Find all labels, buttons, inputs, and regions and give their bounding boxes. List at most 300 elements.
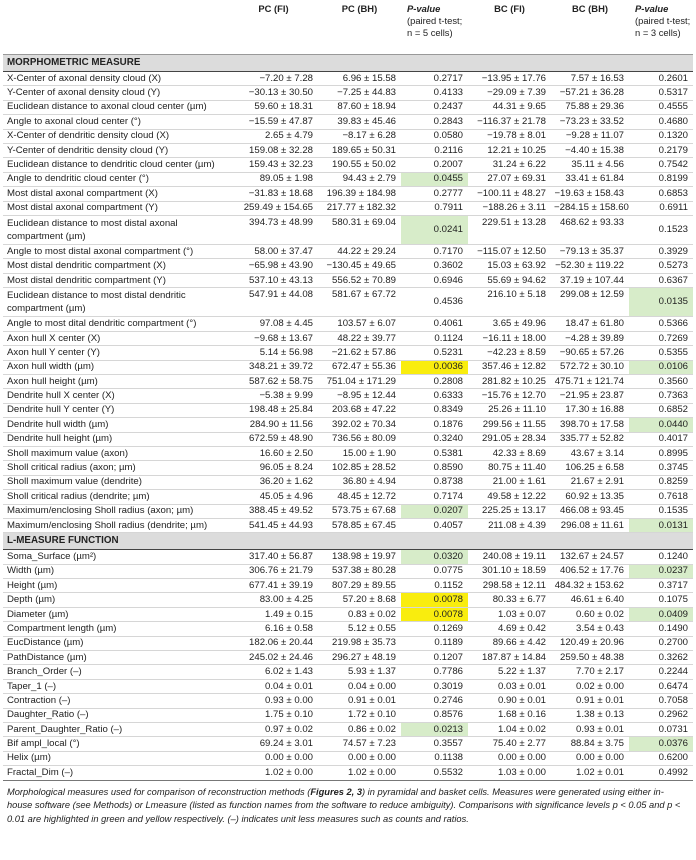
value-cell: 48.45 ± 12.72	[318, 490, 401, 504]
value-cell: −90.65 ± 57.26	[551, 346, 629, 360]
value-cell: −21.95 ± 23.87	[551, 389, 629, 403]
pvalue-cell: 0.5355	[629, 346, 693, 360]
pvalue-cell: 0.0775	[401, 564, 468, 578]
measure-name: Helix (µm)	[3, 751, 229, 765]
pvalue-cell: 0.0106	[629, 360, 693, 374]
value-cell: 25.26 ± 11.10	[468, 403, 551, 417]
pvalue-cell: 0.4057	[401, 518, 468, 532]
group-column-header: PC (BH)	[341, 3, 378, 14]
pvalue-cell: 0.1152	[401, 579, 468, 593]
pvalue-cell: 0.0131	[629, 518, 693, 532]
measure-name: X-Center of axonal density cloud (X)	[3, 72, 229, 86]
value-cell: 0.91 ± 0.01	[551, 694, 629, 708]
pvalue-header-test: (paired t-test;	[407, 15, 463, 26]
table-row	[3, 158, 693, 172]
table-row	[3, 475, 693, 489]
table-row	[3, 737, 693, 751]
measure-name: Axon hull X center (X)	[3, 331, 229, 345]
value-cell: 198.48 ± 25.84	[229, 403, 318, 417]
value-cell: 120.49 ± 20.96	[551, 636, 629, 650]
table-row	[3, 607, 693, 621]
measure-name: Y-Center of dendritic density cloud (Y)	[3, 143, 229, 157]
table-row	[3, 579, 693, 593]
pvalue-cell: 0.3745	[629, 461, 693, 475]
value-cell: 89.66 ± 4.42	[468, 636, 551, 650]
table-row	[3, 288, 693, 317]
measure-name: Euclidean distance to dendritic cloud center (µm)	[3, 158, 229, 172]
pvalue-cell: 0.0320	[401, 550, 468, 564]
value-cell: 94.43 ± 2.79	[318, 172, 401, 186]
value-cell: −188.26 ± 3.11	[468, 201, 551, 215]
value-cell: 75.40 ± 2.77	[468, 737, 551, 751]
pvalue-cell: 0.4680	[629, 115, 693, 129]
value-cell: −130.45 ± 49.65	[318, 259, 401, 273]
measure-name: Taper_1 (–)	[3, 679, 229, 693]
pvalue-cell: 0.5231	[401, 346, 468, 360]
value-cell: 0.60 ± 0.02	[551, 607, 629, 621]
table-row	[3, 360, 693, 374]
value-cell: 1.03 ± 0.00	[468, 766, 551, 780]
value-cell: 406.52 ± 17.76	[551, 564, 629, 578]
pvalue-cell: 0.0241	[401, 215, 468, 244]
table-row	[3, 172, 693, 186]
measure-name: Most distal axonal compartment (Y)	[3, 201, 229, 215]
pvalue-header-test: (paired t-test;	[635, 15, 691, 26]
value-cell: 1.04 ± 0.02	[468, 723, 551, 737]
value-cell: −19.78 ± 8.01	[468, 129, 551, 143]
pvalue-cell: 0.0455	[401, 172, 468, 186]
value-cell: 229.51 ± 13.28	[468, 215, 551, 244]
value-cell: 398.70 ± 17.58	[551, 418, 629, 432]
value-cell: 1.68 ± 0.16	[468, 708, 551, 722]
caption-text-start: Morphological measures used for comparison of reconstruction methods (	[7, 786, 311, 797]
value-cell: 298.58 ± 12.11	[468, 579, 551, 593]
value-cell: 159.08 ± 32.28	[229, 143, 318, 157]
measure-column-header	[3, 0, 229, 55]
table-header	[3, 0, 693, 55]
value-cell: −13.95 ± 17.76	[468, 72, 551, 86]
value-cell: 0.00 ± 0.00	[229, 751, 318, 765]
value-cell: −16.11 ± 18.00	[468, 331, 551, 345]
table-row	[3, 317, 693, 331]
table-row	[3, 187, 693, 201]
pvalue-cell: 0.1075	[629, 593, 693, 607]
value-cell: 317.40 ± 56.87	[229, 550, 318, 564]
value-cell: 736.56 ± 80.09	[318, 432, 401, 446]
value-cell: −8.95 ± 12.44	[318, 389, 401, 403]
measure-name: Fractal_Dim (–)	[3, 766, 229, 780]
value-cell: 291.05 ± 28.34	[468, 432, 551, 446]
table-row	[3, 418, 693, 432]
pvalue-cell: 0.0036	[401, 360, 468, 374]
measure-name: Most distal axonal compartment (X)	[3, 187, 229, 201]
value-cell: 0.91 ± 0.01	[318, 694, 401, 708]
value-cell: −284.15 ± 158.60	[551, 201, 629, 215]
pvalue-cell: 0.0731	[629, 723, 693, 737]
value-cell: 33.41 ± 61.84	[551, 172, 629, 186]
value-cell: 0.00 ± 0.00	[468, 751, 551, 765]
value-cell: 394.73 ± 48.99	[229, 215, 318, 244]
value-cell: 96.05 ± 8.24	[229, 461, 318, 475]
pvalue-cell: 0.6333	[401, 389, 468, 403]
value-cell: 4.69 ± 0.42	[468, 622, 551, 636]
table-row	[3, 679, 693, 693]
table-row	[3, 490, 693, 504]
table-body	[3, 55, 693, 781]
pvalue-cell: 0.2179	[629, 143, 693, 157]
value-cell: −4.40 ± 15.38	[551, 143, 629, 157]
table-row	[3, 143, 693, 157]
pvalue-cell: 0.7269	[629, 331, 693, 345]
value-cell: 60.92 ± 13.35	[551, 490, 629, 504]
pvalue-cell: 0.0237	[629, 564, 693, 578]
pvalue-cell: 0.0376	[629, 737, 693, 751]
pvalue-cell: 0.3560	[629, 375, 693, 389]
table-row	[3, 129, 693, 143]
value-cell: 5.14 ± 56.98	[229, 346, 318, 360]
value-cell: 203.68 ± 47.22	[318, 403, 401, 417]
value-cell: −30.13 ± 30.50	[229, 86, 318, 100]
value-cell: 751.04 ± 171.29	[318, 375, 401, 389]
value-cell: 1.75 ± 0.10	[229, 708, 318, 722]
value-cell: 83.00 ± 4.25	[229, 593, 318, 607]
measure-name: Daughter_Ratio (–)	[3, 708, 229, 722]
pvalue-cell: 0.0078	[401, 593, 468, 607]
value-cell: 57.20 ± 8.68	[318, 593, 401, 607]
value-cell: 16.60 ± 2.50	[229, 446, 318, 460]
table-row	[3, 389, 693, 403]
section-title: L-MEASURE FUNCTION	[3, 533, 693, 550]
measure-name: Width (µm)	[3, 564, 229, 578]
pvalue-cell: 0.3557	[401, 737, 468, 751]
pvalue-cell: 0.0409	[629, 607, 693, 621]
pvalue-cell: 0.6200	[629, 751, 693, 765]
value-cell: 159.43 ± 32.23	[229, 158, 318, 172]
table-row	[3, 564, 693, 578]
table-row	[3, 518, 693, 532]
value-cell: 15.00 ± 1.90	[318, 446, 401, 460]
table-row	[3, 550, 693, 564]
value-cell: 5.22 ± 1.37	[468, 665, 551, 679]
value-cell: 0.00 ± 0.00	[318, 751, 401, 765]
pvalue-cell: 0.5317	[629, 86, 693, 100]
value-cell: 357.46 ± 12.82	[468, 360, 551, 374]
value-cell: 388.45 ± 49.52	[229, 504, 318, 518]
section-header-row	[3, 55, 693, 72]
value-cell: 299.56 ± 11.55	[468, 418, 551, 432]
table-row	[3, 346, 693, 360]
pvalue-cell: 0.6946	[401, 273, 468, 287]
pvalue-cell: 0.5366	[629, 317, 693, 331]
value-cell: 547.91 ± 44.08	[229, 288, 318, 317]
measure-name: Axon hull height (µm)	[3, 375, 229, 389]
value-cell: 537.10 ± 43.13	[229, 273, 318, 287]
measure-name: Parent_Daughter_Ratio (–)	[3, 723, 229, 737]
pvalue-cell: 0.0213	[401, 723, 468, 737]
pvalue-cell: 0.1124	[401, 331, 468, 345]
table-row	[3, 375, 693, 389]
table-row	[3, 331, 693, 345]
table-row	[3, 432, 693, 446]
table-row	[3, 403, 693, 417]
pvalue-cell: 0.4992	[629, 766, 693, 780]
pvalue-cell: 0.2808	[401, 375, 468, 389]
value-cell: 3.54 ± 0.43	[551, 622, 629, 636]
value-cell: −31.83 ± 18.68	[229, 187, 318, 201]
pvalue-cell: 0.1207	[401, 651, 468, 665]
value-cell: 672.59 ± 48.90	[229, 432, 318, 446]
table-row	[3, 100, 693, 114]
value-cell: 5.93 ± 1.37	[318, 665, 401, 679]
value-cell: 0.93 ± 0.00	[229, 694, 318, 708]
value-cell: 348.21 ± 39.72	[229, 360, 318, 374]
measure-name: EucDistance (µm)	[3, 636, 229, 650]
value-cell: 475.71 ± 121.74	[551, 375, 629, 389]
table-row	[3, 86, 693, 100]
value-cell: 36.20 ± 1.62	[229, 475, 318, 489]
value-cell: 103.57 ± 6.07	[318, 317, 401, 331]
pvalue-cell: 0.4017	[629, 432, 693, 446]
pvalue-cell: 0.7363	[629, 389, 693, 403]
measure-name: Euclidean distance to axonal cloud center (µm)	[3, 100, 229, 114]
value-cell: 216.10 ± 5.18	[468, 288, 551, 317]
group-column-header: PC (FI)	[258, 3, 289, 14]
value-cell: 35.11 ± 4.56	[551, 158, 629, 172]
value-cell: 1.72 ± 0.10	[318, 708, 401, 722]
value-cell: 392.02 ± 70.34	[318, 418, 401, 432]
pvalue-cell: 0.8995	[629, 446, 693, 460]
value-cell: 97.08 ± 4.45	[229, 317, 318, 331]
value-cell: 15.03 ± 63.92	[468, 259, 551, 273]
measure-name: Most distal dendritic compartment (Y)	[3, 273, 229, 287]
pvalue-cell: 0.2244	[629, 665, 693, 679]
value-cell: −8.17 ± 6.28	[318, 129, 401, 143]
measure-name: Euclidean distance to most distal axonal compartment (µm)	[3, 215, 229, 244]
value-cell: 102.85 ± 28.52	[318, 461, 401, 475]
pvalue-cell: 0.1523	[629, 215, 693, 244]
value-cell: −100.11 ± 48.27	[468, 187, 551, 201]
pvalue-header-title: P-value	[407, 3, 441, 14]
value-cell: −52.30 ± 119.22	[551, 259, 629, 273]
pvalue-cell: 0.8576	[401, 708, 468, 722]
table-row	[3, 665, 693, 679]
value-cell: 0.93 ± 0.01	[551, 723, 629, 737]
value-cell: 189.65 ± 50.31	[318, 143, 401, 157]
value-cell: 2.65 ± 4.79	[229, 129, 318, 143]
table-row	[3, 694, 693, 708]
value-cell: −29.09 ± 7.39	[468, 86, 551, 100]
pvalue-cell: 0.4555	[629, 100, 693, 114]
value-cell: 89.05 ± 1.98	[229, 172, 318, 186]
value-cell: 672.47 ± 55.36	[318, 360, 401, 374]
value-cell: 0.97 ± 0.02	[229, 723, 318, 737]
value-cell: −19.63 ± 158.43	[551, 187, 629, 201]
value-cell: 3.65 ± 49.96	[468, 317, 551, 331]
value-cell: 106.25 ± 6.58	[551, 461, 629, 475]
group-column-header: BC (FI)	[494, 3, 525, 14]
value-cell: 211.08 ± 4.39	[468, 518, 551, 532]
measure-name: X-Center of dendritic density cloud (X)	[3, 129, 229, 143]
value-cell: 677.41 ± 39.19	[229, 579, 318, 593]
value-cell: 245.02 ± 24.46	[229, 651, 318, 665]
pvalue-cell: 0.4133	[401, 86, 468, 100]
value-cell: 306.76 ± 21.79	[229, 564, 318, 578]
value-cell: −21.62 ± 57.86	[318, 346, 401, 360]
pvalue-column-header	[629, 0, 693, 55]
measure-name: Dendrite hull Y center (Y)	[3, 403, 229, 417]
value-cell: 59.60 ± 18.31	[229, 100, 318, 114]
measure-name: Diameter (µm)	[3, 607, 229, 621]
pvalue-cell: 0.3929	[629, 245, 693, 259]
value-cell: 190.55 ± 50.02	[318, 158, 401, 172]
value-cell: 88.84 ± 3.75	[551, 737, 629, 751]
value-cell: 466.08 ± 93.45	[551, 504, 629, 518]
value-cell: 240.08 ± 19.11	[468, 550, 551, 564]
value-cell: 1.02 ± 0.01	[551, 766, 629, 780]
pvalue-cell: 0.3240	[401, 432, 468, 446]
value-cell: 21.67 ± 2.91	[551, 475, 629, 489]
value-cell: 1.02 ± 0.00	[229, 766, 318, 780]
pvalue-cell: 0.2962	[629, 708, 693, 722]
header-row	[3, 0, 693, 55]
table-row	[3, 723, 693, 737]
value-cell: 299.08 ± 12.59	[551, 288, 629, 317]
value-cell: 1.02 ± 0.00	[318, 766, 401, 780]
pvalue-cell: 0.4061	[401, 317, 468, 331]
measure-name: Sholl maximum value (axon)	[3, 446, 229, 460]
measure-name: PathDistance (µm)	[3, 651, 229, 665]
measure-name: Most distal dendritic compartment (X)	[3, 259, 229, 273]
pvalue-cell: 0.8199	[629, 172, 693, 186]
value-cell: 0.02 ± 0.00	[551, 679, 629, 693]
measure-name: Euclidean distance to most distal dendritic compartment (µm)	[3, 288, 229, 317]
pvalue-cell: 0.0580	[401, 129, 468, 143]
value-cell: 281.82 ± 10.25	[468, 375, 551, 389]
value-cell: 6.02 ± 1.43	[229, 665, 318, 679]
table-row	[3, 245, 693, 259]
value-cell: 44.31 ± 9.65	[468, 100, 551, 114]
value-cell: 541.45 ± 44.93	[229, 518, 318, 532]
value-cell: −9.68 ± 13.67	[229, 331, 318, 345]
pvalue-cell: 0.1876	[401, 418, 468, 432]
table-row	[3, 636, 693, 650]
table-row	[3, 708, 693, 722]
value-cell: −73.23 ± 33.52	[551, 115, 629, 129]
morphometric-table	[3, 0, 693, 781]
value-cell: −15.59 ± 47.87	[229, 115, 318, 129]
pvalue-cell: 0.1189	[401, 636, 468, 650]
pvalue-cell: 0.6367	[629, 273, 693, 287]
value-cell: 581.67 ± 67.72	[318, 288, 401, 317]
measure-name: Dendrite hull height (µm)	[3, 432, 229, 446]
value-cell: 573.75 ± 67.68	[318, 504, 401, 518]
group-column-header: BC (BH)	[572, 3, 608, 14]
measure-name: Y-Center of axonal density cloud (Y)	[3, 86, 229, 100]
value-cell: 42.33 ± 8.69	[468, 446, 551, 460]
pvalue-cell: 0.2437	[401, 100, 468, 114]
value-cell: −9.28 ± 11.07	[551, 129, 629, 143]
value-cell: −116.37 ± 21.78	[468, 115, 551, 129]
pvalue-cell: 0.5273	[629, 259, 693, 273]
value-cell: 69.24 ± 3.01	[229, 737, 318, 751]
value-cell: 31.24 ± 6.22	[468, 158, 551, 172]
section-header-row	[3, 533, 693, 550]
pvalue-cell: 0.7170	[401, 245, 468, 259]
table-row	[3, 461, 693, 475]
value-cell: 1.03 ± 0.07	[468, 607, 551, 621]
value-cell: 296.27 ± 48.19	[318, 651, 401, 665]
value-cell: 6.16 ± 0.58	[229, 622, 318, 636]
value-cell: −7.25 ± 44.83	[318, 86, 401, 100]
pvalue-cell: 0.7911	[401, 201, 468, 215]
measure-name: Dendrite hull X center (X)	[3, 389, 229, 403]
value-cell: −5.38 ± 9.99	[229, 389, 318, 403]
measure-name: Angle to most distal axonal compartment (°)	[3, 245, 229, 259]
value-cell: 296.08 ± 11.61	[551, 518, 629, 532]
value-cell: 0.90 ± 0.01	[468, 694, 551, 708]
measure-name: Depth (µm)	[3, 593, 229, 607]
pvalue-header-n: n = 3 cells)	[635, 27, 681, 38]
pvalue-cell: 0.2843	[401, 115, 468, 129]
value-cell: 484.32 ± 153.62	[551, 579, 629, 593]
measure-name: Bif ampl_local (°)	[3, 737, 229, 751]
table-row	[3, 115, 693, 129]
pvalue-cell: 0.2007	[401, 158, 468, 172]
value-cell: 87.60 ± 18.94	[318, 100, 401, 114]
value-cell: 45.05 ± 4.96	[229, 490, 318, 504]
value-cell: 587.62 ± 58.75	[229, 375, 318, 389]
table-row	[3, 215, 693, 244]
pvalue-cell: 0.6474	[629, 679, 693, 693]
pvalue-cell: 0.8590	[401, 461, 468, 475]
pvalue-cell: 0.3019	[401, 679, 468, 693]
table-row	[3, 766, 693, 780]
pvalue-cell: 0.7058	[629, 694, 693, 708]
value-cell: 27.07 ± 69.31	[468, 172, 551, 186]
value-cell: 259.50 ± 48.38	[551, 651, 629, 665]
measure-name: Sholl critical radius (dendrite; µm)	[3, 490, 229, 504]
pvalue-cell: 0.2700	[629, 636, 693, 650]
pvalue-cell: 0.2777	[401, 187, 468, 201]
value-cell: 182.06 ± 20.44	[229, 636, 318, 650]
pvalue-cell: 0.5381	[401, 446, 468, 460]
pvalue-cell: 0.3717	[629, 579, 693, 593]
measure-name: Axon hull width (µm)	[3, 360, 229, 374]
value-cell: −115.07 ± 12.50	[468, 245, 551, 259]
value-cell: 74.57 ± 7.23	[318, 737, 401, 751]
pvalue-cell: 0.0207	[401, 504, 468, 518]
value-cell: 46.61 ± 6.40	[551, 593, 629, 607]
value-cell: 301.10 ± 18.59	[468, 564, 551, 578]
value-cell: 580.31 ± 69.04	[318, 215, 401, 244]
measure-name: Branch_Order (–)	[3, 665, 229, 679]
value-cell: 578.85 ± 67.45	[318, 518, 401, 532]
value-cell: 0.83 ± 0.02	[318, 607, 401, 621]
value-cell: 219.98 ± 35.73	[318, 636, 401, 650]
value-cell: 0.86 ± 0.02	[318, 723, 401, 737]
value-cell: 17.30 ± 16.88	[551, 403, 629, 417]
value-cell: 12.21 ± 10.25	[468, 143, 551, 157]
measure-name: Sholl maximum value (dendrite)	[3, 475, 229, 489]
caption-figure-reference[interactable]: Figures 2, 3	[310, 786, 362, 797]
value-cell: 196.39 ± 184.98	[318, 187, 401, 201]
pvalue-cell: 0.2116	[401, 143, 468, 157]
value-cell: 7.57 ± 16.53	[551, 72, 629, 86]
table-row	[3, 259, 693, 273]
pvalue-cell: 0.1240	[629, 550, 693, 564]
pvalue-header-n: n = 5 cells)	[407, 27, 453, 38]
section-title: MORPHOMETRIC MEASURE	[3, 55, 693, 72]
